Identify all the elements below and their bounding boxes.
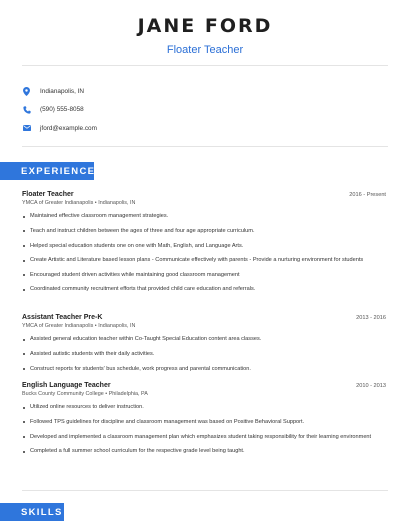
bullet-item: Followed TPS guidelines for discipline and classroom management was based on Positive Behavioral Support. — [22, 419, 386, 426]
job-entry — [22, 382, 386, 455]
skills-divider — [22, 490, 388, 491]
phone-icon — [22, 106, 31, 114]
job-employer-line: Bucks County Community College • Philadelphia, PA — [22, 391, 148, 397]
job-dates: 2010 - 2013 — [356, 383, 386, 389]
bullet-item: Encouraged student driven activities while maintaining good classroom management — [22, 272, 386, 279]
job-dates: 2013 - 2016 — [356, 315, 386, 321]
bullet-item: Utilized online resources to deliver instruction. — [22, 404, 386, 411]
contact-email-text: jford@example.com — [40, 124, 97, 132]
bullet-item: Helped special education students one on one with Math, English, and Language Arts. — [22, 243, 386, 250]
contact-phone-text: (590) 555-8058 — [40, 106, 84, 114]
job-employer-line: YMCA of Greater Indianapolis • Indianapolis, IN — [22, 323, 136, 329]
bullet-item: Create Artistic and Literature based lesson plans - Communicate effectively with parents - Provide a nurturing environment for students — [22, 257, 386, 264]
bullet-item: Coordinated community recruitment efforts that provided child care education and referrals. — [22, 286, 386, 293]
bullet-item: Maintained effective classroom management strategies. — [22, 213, 386, 220]
job-header — [22, 191, 386, 198]
contact-divider — [22, 146, 388, 147]
location-pin-icon — [22, 87, 31, 96]
job-entry — [22, 191, 386, 294]
job-bullets — [22, 336, 386, 372]
resume-header — [0, 14, 410, 57]
email-icon — [22, 125, 31, 131]
contact-email — [22, 119, 97, 138]
bullet-item: Assisted autistic students with their daily activities. — [22, 351, 386, 358]
bullet-item: Developed and implemented a classroom management plan which emphasizes student taking responsibility for their learning environment — [22, 434, 386, 441]
job-bullets — [22, 404, 386, 455]
job-employer-line: YMCA of Greater Indianapolis • Indianapolis, IN — [22, 200, 136, 206]
job-bullets — [22, 213, 386, 293]
job-header — [22, 314, 386, 321]
candidate-role: Floater Teacher — [166, 44, 244, 56]
bullet-item: Teach and instruct children between the ages of three and four age appropriate curriculum. — [22, 228, 386, 235]
job-location: Indianapolis, IN — [98, 200, 136, 206]
bullet-item: Completed a full summer school curriculum for the respective grade level being taught. — [22, 448, 386, 455]
job-employer: YMCA of Greater Indianapolis — [22, 323, 94, 329]
job-employer: Bucks County Community College — [22, 391, 104, 397]
contact-phone — [22, 101, 97, 120]
section-header-experience: EXPERIENCE — [0, 162, 94, 180]
job-title: English Language Teacher — [22, 382, 111, 389]
job-entry — [22, 314, 386, 373]
job-header — [22, 382, 386, 389]
contact-location — [22, 82, 97, 101]
contact-location-text: Indianapolis, IN — [40, 87, 85, 95]
header-divider — [22, 65, 388, 66]
job-title: Assistant Teacher Pre-K — [22, 314, 103, 321]
job-title: Floater Teacher — [22, 191, 74, 198]
job-employer: YMCA of Greater Indianapolis — [22, 200, 94, 206]
job-location: Indianapolis, IN — [98, 323, 136, 329]
bullet-item: Assisted general education teacher within Co-Taught Special Education content area classes. — [22, 336, 386, 343]
job-location: Philadelphia, PA — [108, 391, 148, 397]
job-dates: 2016 - Present — [349, 192, 386, 198]
bullet-item: Construct reports for students' bus schedule, work progress and parental communication. — [22, 366, 386, 373]
candidate-name: JANE FORD — [137, 15, 273, 37]
contact-list — [22, 82, 97, 138]
section-header-skills: SKILLS — [0, 503, 64, 521]
